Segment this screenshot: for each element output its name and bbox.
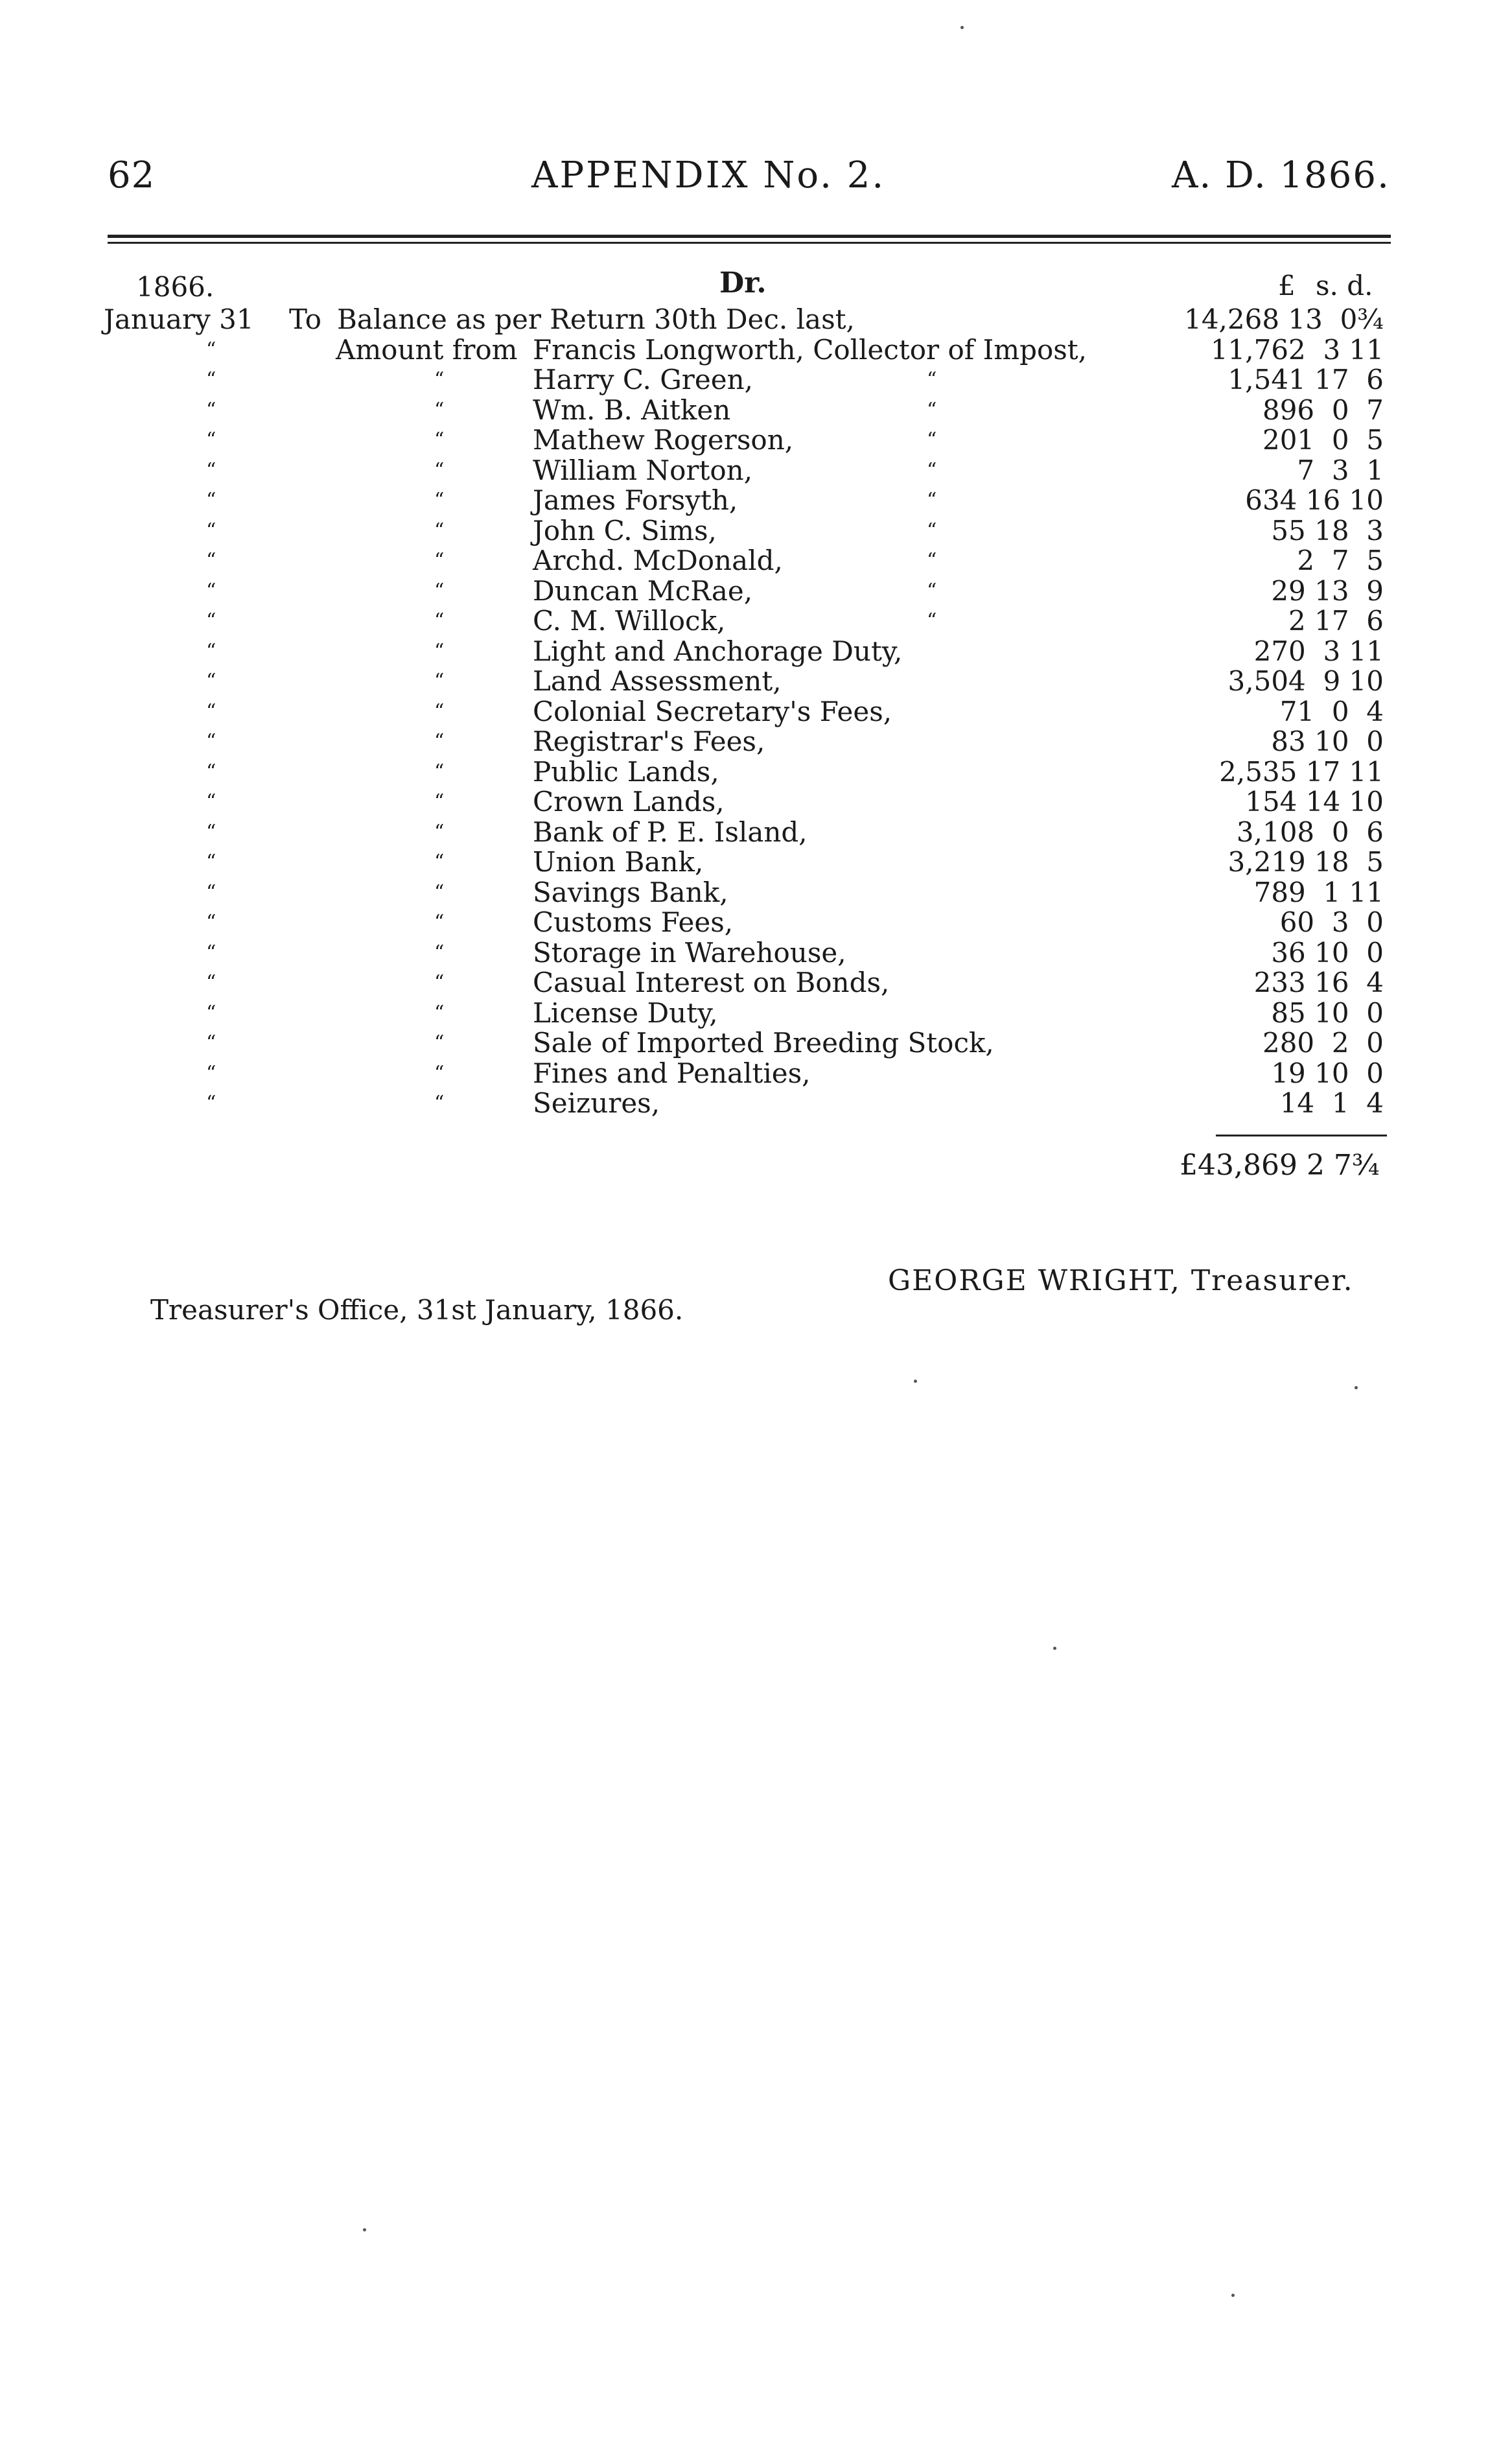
collector-ditto-mark: “ [927,609,937,632]
entry-amount: 60 3 0 [1279,906,1384,938]
office-dateline: Treasurer's Office, 31st January, 1866. [150,1294,684,1326]
treasurer-signature: GEORGE WRIGHT, Treasurer. [888,1264,1354,1297]
date-ditto-mark: “ [206,640,216,663]
entry-description: C. M. Willock, [533,605,726,637]
entry-amount: 270 3 11 [1253,635,1384,667]
entry-amount: 2,535 17 11 [1219,756,1384,788]
amount-from-ditto-mark: “ [434,1031,445,1054]
entry-description: James Forsyth, [533,484,738,516]
sum-rule [1216,1135,1387,1136]
date-ditto-mark: “ [206,338,216,361]
amount-from-ditto-mark: “ [434,730,445,753]
entry-description: Bank of P. E. Island, [533,816,808,848]
entry-amount: 3,504 9 10 [1227,665,1384,697]
date-ditto-mark: “ [206,971,216,994]
amount-from-ditto-mark: “ [434,549,445,572]
collector-ditto-mark: “ [927,519,937,542]
date-ditto-mark: “ [206,821,216,843]
entry-description: Wm. B. Aitken [533,394,731,426]
print-speck [1355,1386,1358,1389]
entry-amount: 201 0 5 [1262,424,1384,456]
date-ditto-mark: “ [206,1002,216,1024]
amount-from-ditto-mark: “ [434,911,445,934]
date-ditto-mark: “ [206,609,216,632]
debit-heading: Dr. [719,266,767,300]
entry-description: Union Bank, [533,846,704,878]
date-ditto-mark: “ [206,519,216,542]
amount-from-ditto-mark: “ [434,489,445,512]
entry-amount: 2 17 6 [1288,605,1384,637]
amount-from-ditto-mark: “ [434,1062,445,1085]
print-speck [914,1380,917,1383]
entry-amount: 14 1 4 [1279,1087,1384,1119]
entry-description: Fines and Penalties, [533,1057,811,1089]
date-ditto-mark: “ [206,941,216,964]
date-ditto-mark: “ [206,1092,216,1114]
entry-description: Light and Anchorage Duty, [533,635,903,667]
entry-description: Savings Bank, [533,877,728,908]
date-ditto-mark: “ [206,1062,216,1085]
header-year: A. D. 1866. [1172,154,1390,196]
entry-amount: 83 10 0 [1271,725,1384,757]
amount-from-ditto-mark: “ [434,368,445,391]
date-ditto-mark: “ [206,549,216,572]
entry-amount: 19 10 0 [1271,1057,1384,1089]
entry-description: William Norton, [533,454,753,486]
amount-from-ditto-mark: “ [434,700,445,723]
amount-from-ditto-mark: “ [434,399,445,421]
entry-description: Customs Fees, [533,906,734,938]
pounds-heading: £ [1278,270,1296,301]
amount-from-ditto-mark: “ [434,1092,445,1114]
entry-amount: 55 18 3 [1271,515,1384,547]
entry-description: Registrar's Fees, [533,725,765,757]
amount-from-ditto-mark: “ [434,640,445,663]
amount-from-ditto-mark: “ [434,881,445,904]
entry-description: Balance as per Return 30th Dec. last, [337,303,855,335]
amount-from-ditto-mark: “ [434,429,445,451]
date-ditto-mark: “ [206,459,216,482]
entry-description: Mathew Rogerson, [533,424,794,456]
amount-from-ditto-mark: “ [434,941,445,964]
entry-amount: 896 0 7 [1262,394,1384,426]
entry-description: Francis Longworth, Collector of Impost, [533,334,1087,366]
shillings-pence-heading: s. d. [1316,270,1373,301]
entry-amount: 280 2 0 [1262,1027,1384,1059]
date-ditto-mark: “ [206,760,216,783]
entry-amount: 634 16 10 [1245,484,1384,516]
date-ditto-mark: “ [206,881,216,904]
to-prefix: To [289,303,322,335]
ledger-total: £43,869 2 7¾ [1180,1149,1380,1182]
entry-date: January 31 [104,303,254,335]
entry-description: Storage in Warehouse, [533,937,846,969]
collector-ditto-mark: “ [927,549,937,572]
entry-description: Sale of Imported Breeding Stock, [533,1027,994,1059]
year-heading: 1866. [136,271,215,303]
entry-description: Casual Interest on Bonds, [533,967,890,998]
amount-from-ditto-mark: “ [434,971,445,994]
entry-amount: 1,541 17 6 [1227,364,1384,395]
header-rule-thin [108,242,1391,244]
entry-amount: 154 14 10 [1245,786,1384,818]
amount-from-ditto-mark: “ [434,1002,445,1024]
date-ditto-mark: “ [206,489,216,512]
entry-amount: 29 13 9 [1271,575,1384,607]
print-speck [363,2228,366,2231]
collector-ditto-mark: “ [927,580,937,602]
entry-description: Seizures, [533,1087,660,1119]
print-speck [1231,2294,1235,2297]
collector-ditto-mark: “ [927,489,937,512]
amount-from-ditto-mark: “ [434,670,445,692]
entry-amount: 14,268 13 0¾ [1184,303,1384,335]
date-ditto-mark: “ [206,700,216,723]
entry-description: Duncan McRae, [533,575,753,607]
amount-from-ditto-mark: “ [434,821,445,843]
date-ditto-mark: “ [206,790,216,813]
date-ditto-mark: “ [206,368,216,391]
page-title: APPENDIX No. 2. [531,154,886,196]
entry-description: Colonial Secretary's Fees, [533,696,892,727]
date-ditto-mark: “ [206,911,216,934]
entry-amount: 233 16 4 [1253,967,1384,998]
entry-amount: 3,219 18 5 [1227,846,1384,878]
entry-amount: 789 1 11 [1253,877,1384,908]
print-speck [960,26,964,29]
amount-from-ditto-mark: “ [434,459,445,482]
entry-description: Crown Lands, [533,786,725,818]
print-speck [1053,1647,1056,1650]
entry-description: Archd. McDonald, [533,545,783,576]
entry-amount: 71 0 4 [1279,696,1384,727]
date-ditto-mark: “ [206,851,216,873]
collector-ditto-mark: “ [927,399,937,421]
entry-amount: 2 7 5 [1297,545,1384,576]
date-ditto-mark: “ [206,580,216,602]
date-ditto-mark: “ [206,399,216,421]
page-number: 62 [108,154,156,196]
entry-description: License Duty, [533,997,718,1029]
date-ditto-mark: “ [206,670,216,692]
amount-from-ditto-mark: “ [434,851,445,873]
amount-from-ditto-mark: “ [434,519,445,542]
amount-from-ditto-mark: “ [434,580,445,602]
date-ditto-mark: “ [206,1031,216,1054]
entry-description: Land Assessment, [533,665,782,697]
entry-amount: 85 10 0 [1271,997,1384,1029]
date-ditto-mark: “ [206,429,216,451]
entry-description: Harry C. Green, [533,364,753,395]
entry-description: John C. Sims, [533,515,717,547]
collector-ditto-mark: “ [927,459,937,482]
header-rule-thick [108,235,1391,238]
date-ditto-mark: “ [206,730,216,753]
amount-from-ditto-mark: “ [434,760,445,783]
entry-amount: 3,108 0 6 [1236,816,1384,848]
entry-amount: 7 3 1 [1297,454,1384,486]
collector-ditto-mark: “ [927,429,937,451]
amount-from-label: Amount from [336,334,518,366]
entry-description: Public Lands, [533,756,719,788]
collector-ditto-mark: “ [927,368,937,391]
entry-amount: 36 10 0 [1271,937,1384,969]
amount-from-ditto-mark: “ [434,609,445,632]
amount-from-ditto-mark: “ [434,790,445,813]
entry-amount: 11,762 3 11 [1210,334,1384,366]
